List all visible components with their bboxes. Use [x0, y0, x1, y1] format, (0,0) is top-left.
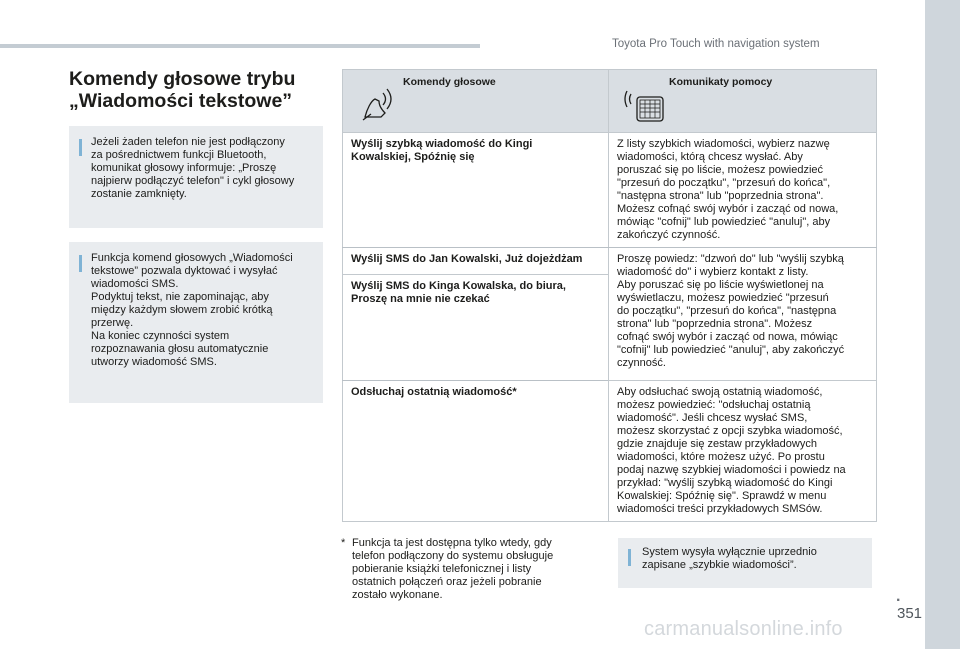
help-message-icon	[623, 87, 667, 127]
header-help-messages-label: Komunikaty pomocy	[669, 76, 773, 88]
info-note-quick-messages	[618, 538, 872, 588]
voice-command-icon	[357, 87, 399, 125]
command-cell: Wyślij SMS do Kinga Kowalska, do biura, Proszę na mnie nie czekać	[343, 275, 609, 381]
info-note-bluetooth	[69, 126, 323, 228]
help-cell: Aby odsłuchać swoją ostatnią wiadomość, możesz powiedzieć: "odsłuchaj ostatnią wiadomość". Jeśli chcesz wysłać SMS, możesz skorzystać z opcji szybka wiadomość, gdzie znajduje się zestaw przykładowych wiadomości, które możesz użyć. Po prostu podaj nazwę szybkiej wiadomości i powiedz na przykład: "wyślij szybką wiadomość do Kingi Kowalskiej: Spóźnię się". Sprawdź w menu wiadomości treści przykładowych SMSów.	[609, 381, 877, 522]
voice-commands-table	[342, 69, 877, 522]
table-row	[343, 248, 877, 275]
page-edge-rail	[925, 0, 960, 649]
info-note-dictation	[69, 242, 323, 403]
command-cell: Odsłuchaj ostatnią wiadomość*	[343, 381, 609, 522]
watermark: carmanualsonline.info	[644, 618, 843, 640]
command-text: Wyślij szybką wiadomość do Kingi Kowalskiej, Spóźnię się	[351, 138, 533, 163]
section-title-line2: „Wiadomości tekstowe”	[69, 90, 293, 112]
footnote-text: Funkcja ta jest dostępna tylko wtedy, gdy telefon podłączony do systemu obsługuje pobieranie książki telefonicznej i listy ostatnich połączeń oraz jeżeli pobranie zostało wykonane.	[352, 537, 554, 601]
info-marker-icon	[628, 549, 631, 566]
help-cell: Z listy szybkich wiadomości, wybierz nazwę wiadomości, którą chcesz wysłać. Aby poruszać się po liście, możesz powiedzieć "przesuń do początku", "przesuń do końca", "następna strona" lub "poprzednia strona". Możesz cofnąć swój wybór i zacząć od nowa, mówiąc "cofnij" lub powiedzieć "anuluj", aby zakończyć czynność.	[609, 133, 877, 248]
info-note-text: Funkcja komend głosowych „Wiadomości tekstowe” pozwala dyktować i wysyłać wiadomości SMS. Podyktuj tekst, nie zapominając, aby między każdym słowem zrobić krótką przerwę. Na koniec czynności system rozpoznawania głosu automatycznie utworzy wiadomość SMS.	[91, 252, 293, 368]
section-title	[69, 68, 329, 112]
command-cell: Wyślij SMS do Jan Kowalski, Już dojeżdżam	[343, 248, 609, 275]
info-marker-icon	[79, 139, 82, 156]
table-header-row	[343, 70, 877, 133]
header-voice-commands	[343, 70, 609, 133]
header-voice-commands-label: Komendy głosowe	[403, 76, 496, 88]
footnote	[341, 537, 601, 602]
continuation-mark: .	[896, 588, 901, 605]
table-row	[343, 381, 877, 522]
section-title-line1: Komendy głosowe trybu	[69, 68, 296, 90]
info-note-text: Jeżeli żaden telefon nie jest podłączony za pośrednictwem funkcji Bluetooth, komunikat głosowy informuje: „Proszę najpierw podłączyć telefon" i cykl głosowy zostanie zamknięty.	[91, 136, 295, 200]
page-number: 351	[897, 605, 923, 622]
table-row	[343, 133, 877, 248]
info-note-text: System wysyła wyłącznie uprzednio zapisane „szybkie wiadomości”.	[642, 546, 817, 571]
command-cell	[343, 133, 609, 248]
header-help-messages	[609, 70, 877, 133]
header-rule	[0, 44, 480, 48]
footnote-marker: *	[341, 537, 346, 549]
header-title: Toyota Pro Touch with navigation system	[612, 38, 820, 50]
info-marker-icon	[79, 255, 82, 272]
help-cell: Proszę powiedz: "dzwoń do" lub "wyślij szybką wiadomość do" i wybierz kontakt z listy. Aby poruszać się po liście wyświetlonej na wyświetlaczu, możesz powiedzieć "przesuń do początku", "przesuń do końca", "następna strona" lub "poprzednia strona". Możesz cofnąć swój wybór i zacząć od nowa, mówiąc "cofnij" lub powiedzieć "anuluj", aby zakończyć czynność.	[609, 248, 877, 381]
